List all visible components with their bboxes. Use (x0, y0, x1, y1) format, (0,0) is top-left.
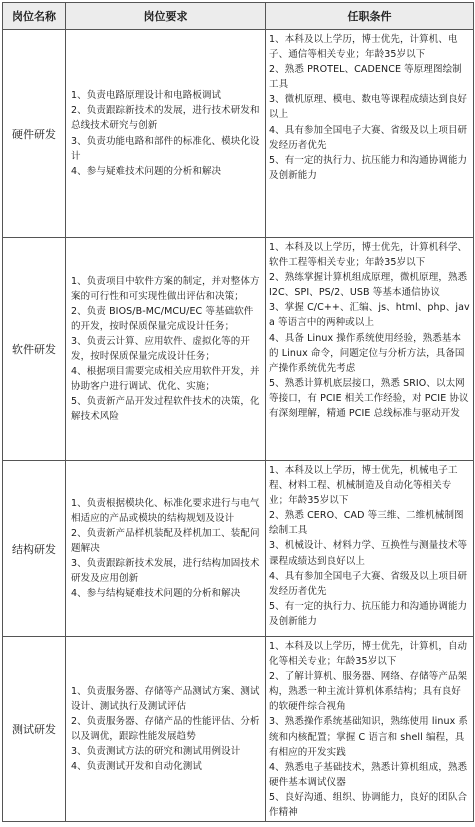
qualifications-cell (266, 30, 474, 238)
requirements-cell (66, 637, 266, 822)
requirement-item: 2、负责 BIOS/B-MC/MCU/EC 等基础软件的开发，按时保质保量完成设计任务； (71, 305, 254, 332)
qualification-item: 1、本科及以上学历，博士优先，计算机科学、软件工程等相关专业；年龄35岁以下 (269, 242, 468, 269)
position-name: 硬件研发 (3, 30, 66, 238)
position-name: 测试研发 (3, 637, 66, 822)
table-header-row (3, 3, 474, 30)
requirement-item: 4、参与疑难技术问题的分析和解决 (71, 165, 222, 177)
requirement-item: 1、负责服务器、存储等产品测试方案、测试设计、测试执行及测试评估 (71, 685, 260, 712)
qualification-item: 5、熟悉计算机底层接口，熟悉 SRIO、以太网等接口，有 PCIE 相关工作经验，对 PCIE 协议有深刻理解，精通 PCIE 总线标准与驱动开发 (269, 377, 469, 420)
requirement-item: 4、根据项目需要完成相关应用软件开发，并协助客户进行调试、优化、实施； (71, 366, 260, 393)
qualification-item: 3、微机原理、模电、数电等课程成绩达到良好以上 (269, 94, 468, 121)
requirement-item: 3、负责云计算、应用软件、虚拟化等的开发，按时保质保量完成设计任务； (71, 335, 250, 362)
table-row-hardware (3, 30, 474, 238)
requirements-cell (66, 238, 266, 461)
qualification-item: 4、熟悉电子基础技术，熟悉计算机组成，熟悉硬件基本调试仪器 (269, 761, 468, 788)
qualification-item: 4、具有参加全国电子大赛、省级及以上项目研发经历者优先 (269, 124, 468, 151)
position-name: 软件研发 (3, 238, 66, 461)
requirement-item: 3、负责测试方法的研究和测试用例设计 (71, 746, 241, 758)
qualifications-cell (266, 461, 474, 637)
qualification-item: 5、良好沟通、组织、协调能力，良好的团队合作精神 (269, 791, 468, 819)
qualification-item: 4、具有参加全国电子大赛、省级及以上项目研发经历者优先 (269, 570, 468, 597)
requirement-item: 1、负责根据模块化、标准化要求进行与电气相适应的产品或模块的结构规划及设计 (71, 497, 260, 524)
qualifications-cell (266, 637, 474, 822)
qualification-item: 2、了解计算机、服务器、网络、存储等产品架构，熟悉一种主流计算机体系结构；具有良好的软硬件综合视角 (269, 671, 468, 713)
table-row-structural (3, 461, 474, 637)
job-requirements-table (2, 2, 474, 822)
requirements-cell (66, 461, 266, 637)
requirement-item: 2、负责新产品样机装配及样机加工、装配问题解决 (71, 527, 260, 554)
qualification-item: 2、熟悉 PROTEL、CADENCE 等原理图绘制工具 (269, 64, 462, 91)
requirement-item: 2、负责跟踪新技术的发展，进行技术研发和总线技术研究与创新 (71, 105, 260, 132)
requirement-item: 3、负责功能电路和部件的标准化、模块化设计 (71, 135, 260, 162)
qualification-item: 1、本科及以上学历，博士优先，机械电子工程、材料工程、机械制造及自动化等相关专业；年龄35岁以下 (269, 465, 458, 507)
header-qualifications: 任职条件 (266, 3, 474, 30)
requirement-item: 5、负责新产品开发过程软件技术的决策，化解技术风险 (71, 396, 260, 423)
requirement-item: 1、负责电路原理设计和电路板调试 (71, 90, 222, 102)
qualification-item: 1、本科及以上学历，博士优先，计算机、电子、通信等相关专业；年龄35岁以下 (269, 34, 458, 61)
qualification-item: 3、熟悉操作系统基础知识，熟练使用 linux 系统和内核配置；掌握 C 语言和 shell 编程，具有相应的开发实践 (269, 716, 469, 758)
qualification-item: 4、具备 Linux 操作系统使用经验，熟悉基本的 Linux 命令，问题定位与分析方法，具备国产操作系统优先考虑 (269, 332, 465, 374)
requirements-cell (66, 30, 266, 238)
requirement-item: 4、负责测试开发和自动化测试 (71, 761, 202, 773)
qualification-item: 3、掌握 C/C++、汇编、js、html、php、java 等语言中的两种或以上 (269, 302, 470, 329)
requirement-item: 4、参与结构疑难技术问题的分析和解决 (71, 588, 241, 600)
qualifications-cell (266, 238, 474, 461)
requirement-item: 3、负责跟踪新技术发展，进行结构加固技术研发及应用创新 (71, 558, 260, 585)
qualification-item: 5、有一定的执行力、抗压能力和沟通协调能力及创新能力 (269, 154, 468, 181)
qualification-item: 2、熟练掌握计算机组成原理，微机原理，熟悉 I2C、SPI、PS/2、USB 等基本通信协议 (269, 272, 468, 299)
position-name: 结构研发 (3, 461, 66, 637)
qualification-item: 2、熟悉 CERO、CAD 等三维、二维机械制图绘制工具 (269, 510, 464, 537)
header-position-name: 岗位名称 (3, 3, 66, 30)
header-requirements: 岗位要求 (66, 3, 266, 30)
qualification-item: 3、机械设计、材料力学、互换性与测量技术等课程成绩达到良好以上 (269, 540, 468, 567)
table-row-software (3, 238, 474, 461)
qualification-item: 5、有一定的执行力、抗压能力和沟通协调能力及创新能力 (269, 600, 468, 627)
requirement-item: 1、负责项目中软件方案的制定，并对整体方案的可行性和可实现性做出评估和决策； (71, 275, 260, 302)
table-row-testing (3, 637, 474, 822)
requirement-item: 2、负责服务器、存储产品的性能评估、分析以及调优，跟踪性能发展趋势 (71, 715, 260, 743)
qualification-item: 1、本科及以上学历，博士优先，计算机，自动化等相关专业；年龄35岁以下 (269, 641, 468, 668)
